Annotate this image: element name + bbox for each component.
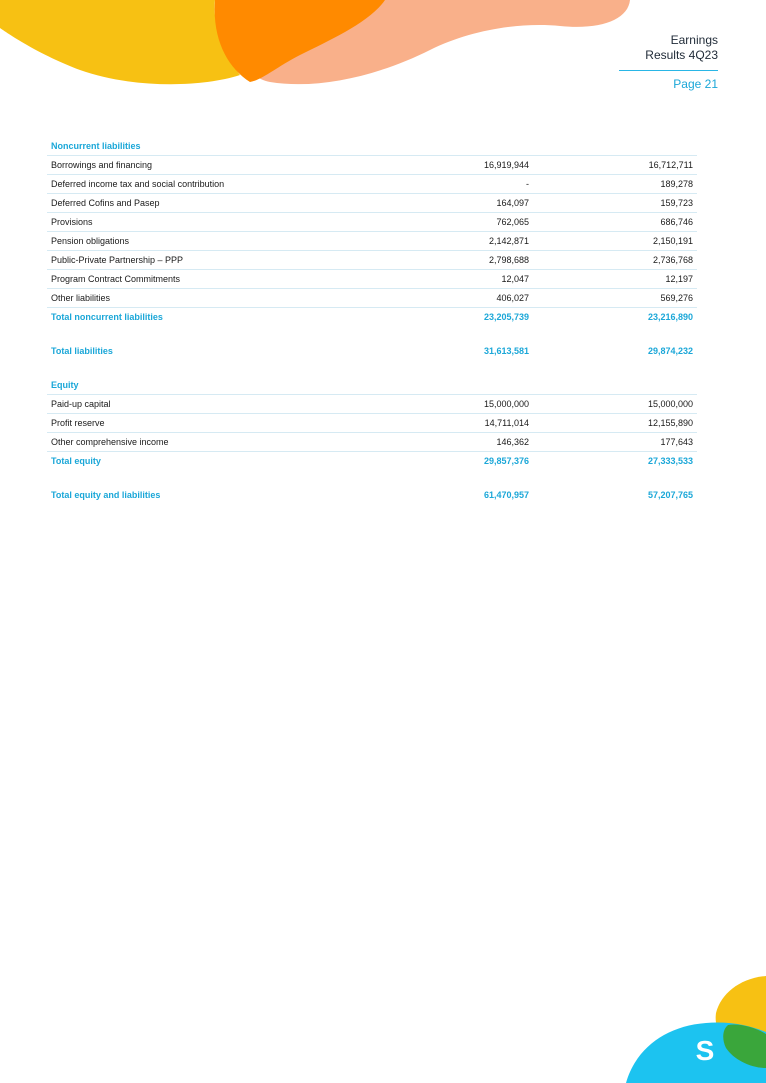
table-row [47,395,697,414]
table-row [47,433,697,452]
total-label: Total equity [51,456,101,466]
row-value-col2: 686,746 [533,213,697,232]
row-label: Provisions [47,213,385,232]
row-value-col1: 16,919,944 [385,156,533,175]
row-value-col2: 12,197 [533,270,697,289]
row-value-col1: 2,142,871 [385,232,533,251]
report-title [518,33,718,63]
table-row [47,156,697,175]
total-value-col2: 29,874,232 [647,346,693,356]
table-row [47,289,697,308]
row-label: Pension obligations [47,232,385,251]
table-row [47,270,697,289]
total-value-col2: 57,207,765 [647,490,693,500]
row-label: Public-Private Partnership – PPP [47,251,385,270]
spacer-row [47,360,697,376]
row-value-col2: 159,723 [533,194,697,213]
total-value-col1: 23,205,739 [483,312,529,322]
company-logo-text: S [695,1035,715,1066]
row-value-col1: 762,065 [385,213,533,232]
row-value-col2: 189,278 [533,175,697,194]
bottom-decorative-shapes [626,968,766,1083]
section-heading-row [47,137,697,156]
section-heading-row [47,376,697,395]
row-label: Profit reserve [47,414,385,433]
spacer-row [47,470,697,486]
row-value-col2: 2,150,191 [533,232,697,251]
total-row [47,342,697,360]
row-value-col1: 15,000,000 [385,395,533,414]
row-value-col2: 2,736,768 [533,251,697,270]
total-row [47,308,697,327]
row-label: Borrowings and financing [47,156,385,175]
row-value-col2: 177,643 [533,433,697,452]
total-label: Total liabilities [51,346,113,356]
header-divider [619,70,718,71]
row-value-col1: 164,097 [385,194,533,213]
row-value-col2: 12,155,890 [533,414,697,433]
report-title-line2: Results 4Q23 [645,48,718,62]
row-label: Deferred Cofins and Pasep [47,194,385,213]
row-value-col1: - [385,175,533,194]
total-value-col1: 31,613,581 [483,346,529,356]
table-row [47,175,697,194]
row-label: Other comprehensive income [47,433,385,452]
table-row [47,194,697,213]
table-row [47,414,697,433]
total-value-col1: 29,857,376 [483,456,529,466]
row-value-col2: 15,000,000 [533,395,697,414]
total-label: Total equity and liabilities [51,490,161,500]
row-label: Deferred income tax and social contribution [47,175,385,194]
row-value-col1: 12,047 [385,270,533,289]
yellow-shape [0,0,240,84]
total-label: Total noncurrent liabilities [51,312,163,322]
company-logo [696,1035,715,1066]
page-number: Page 21 [673,77,718,91]
row-value-col2: 569,276 [533,289,697,308]
total-value-col1: 61,470,957 [483,490,529,500]
row-value-col1: 406,027 [385,289,533,308]
row-value-col1: 146,362 [385,433,533,452]
row-value-col1: 2,798,688 [385,251,533,270]
table-row [47,232,697,251]
row-value-col1: 14,711,014 [385,414,533,433]
spacer-row [47,326,697,342]
section-heading: Noncurrent liabilities [47,137,385,156]
total-value-col2: 23,216,890 [647,312,693,322]
balance-sheet-table [47,137,697,504]
row-label: Program Contract Commitments [47,270,385,289]
total-row [47,486,697,504]
row-value-col2: 16,712,711 [533,156,697,175]
row-label: Other liabilities [47,289,385,308]
table-row [47,213,697,232]
total-row [47,452,697,471]
row-label: Paid-up capital [47,395,385,414]
total-value-col2: 27,333,533 [647,456,693,466]
section-heading: Equity [47,376,385,395]
table-row [47,251,697,270]
report-title-line1: Earnings [670,33,718,47]
